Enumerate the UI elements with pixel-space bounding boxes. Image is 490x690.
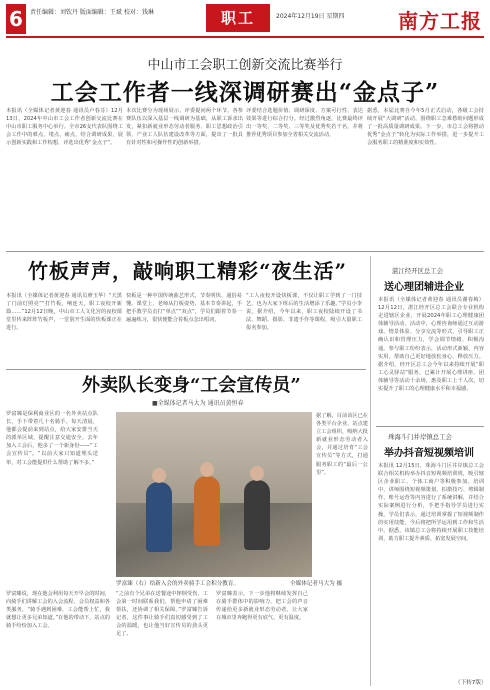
section-label: 职工 <box>206 4 270 32</box>
side2-kicker: 珠海斗门井岸镇总工会 <box>388 433 452 441</box>
story3-byline: ■全媒体记者马大为 通讯员黄恒春 <box>152 400 244 407</box>
story3-column: 罗富臻是保利商业区的一名外卖站点队长，手下带着几十名骑手。每天清晨，他都会提前来到站点，给大家安排当天的派单区域，提醒注意交通安全。去年加入工会后，他多了一个新身份——“工会宣传员”。“以前大家只知道埋头送单，对工会能提供什么帮助了解不多。” <box>6 411 98 466</box>
continued-note: （下转7版） <box>455 680 487 686</box>
photo-credit: 全媒体记者马大为 摄 <box>290 581 343 587</box>
masthead <box>0 0 490 40</box>
side2-headline: 举办抖音短视频培训 <box>384 448 474 459</box>
story3-column: “之前有个兄弟在送餐途中摔倒受伤，工会第一时间联系我们，帮他申请了困难帮扶，还协调了相关保障。”罗富臻告诉记者，这件事让骑手们真切感受到了工会的温暖，也让他当好宣传员的劲头更足了。 <box>116 591 208 638</box>
story3-headline: 外卖队长变身“工会宣传员” <box>82 375 301 396</box>
story2-column: 本报讯（全媒体记者黄迎春 通讯员廖玉华）“天黑了门前灯照亮”“打竹板，响连天，职工夜校开新篇……”12月12日晚，中山市工人文化宫的夜校课堂里传来阵阵竹板声，一堂别开生面的快板课正在进行。 <box>6 293 122 332</box>
divider <box>6 369 366 370</box>
photo-caption: 罗富臻（右）给新入会的外卖骑手工会积分教育。 <box>116 581 240 587</box>
newspaper-logo: 南方工报 <box>398 9 482 33</box>
story3-column: 据了解，目前该区已在各类平台企业、站点建立工会组织，吸纳大批新就业形态劳动者入会，并通过培育“工会宣传员”等方式，打通服务职工的“最后一公里”。 <box>316 413 368 476</box>
page-number: 6 <box>6 4 26 34</box>
side1-kicker: 湛江经开区总工会 <box>392 267 444 275</box>
side2-body: 本报讯 12月15日，珠海斗门区井岸镇总工会联合相关机构举办抖音短视频培训班，吸引辖区企业职工、个体工商户等积极参加。培训中，讲师围绕短视频策划、拍摄技巧、剪辑制作、账号运营等内容进行了系统讲解，并结合实际案例进行分析，手把手指导学员进行实操。学员们表示，通过培训掌握了短视频制作的实用技能，今后将把所学运用到工作和生活中。据悉，该镇总工会将持续开展职工技能培训，助力职工提升素质、拓宽发展空间。 <box>378 463 484 542</box>
masthead-rule <box>6 36 484 38</box>
divider <box>6 251 484 252</box>
news-photo <box>116 412 312 577</box>
story3-column: 罗富臻说，现在他会利用每天开早会的时间，向骑手们讲解工会的入会流程、会员权益和各类服务，“骑手遇到困难，工会能帮上忙，我就想让更多兄弟知道。”在他的带动下，站点的骑手纷纷加入工会。 <box>6 591 110 630</box>
story2-headline: 竹板声声，敲响职工精彩“夜生活” <box>28 259 348 283</box>
issue-date: 2024年12月19日 星期四 <box>276 13 345 20</box>
lead-column: 据悉，本届比赛自今年5月正式启动，各级工会持续开展“大调研”活动，围绕职工急难愁盼问题形成了一批高质量调研成果。下一步，市总工会将推动优秀“金点子”转化为实际工作举措，进一步提升工会服务职工的精准度和实效性。 <box>367 108 484 147</box>
side1-headline: 送心理团辅进企业 <box>384 282 464 293</box>
lead-subtitle: 中山市工会职工创新交流比赛举行 <box>147 58 343 73</box>
lead-column: 本次比赛分为现场展示、评委提问两个环节。各参赛队伍以深入基层一线调研为基础，从职工诉求出发，紧扣新就业形态劳动者服务、职工思想政治引领、产业工人队伍建设改革等方面，提出了一批具有针对性和可操作性的创新举措。 <box>126 108 243 147</box>
lead-headline: 工会工作者一线深调研赛出“金点子” <box>50 79 440 106</box>
story2-column: “工人夜校开设快板课，不仅让职工学到了一门技艺，也为大家下班后的生活增添了乐趣。”学员小李说。据介绍，今年以来，职工夜校陆续开设了书法、舞蹈、摄影、非遗手作等课程，吸引大量职工报名参加。 <box>246 293 362 332</box>
editor-line: 责任编辑：刘钦丹 版面编辑：王斌 校对：钱琳 <box>30 9 154 16</box>
side1-body: 本报讯（全媒体记者黄迎春 通讯员谢春梅）12月12日，湛江经开区总工会联合专业机构走进辖区企业，开展2024年职工心理健康团体辅导活动。活动中，心理咨询师通过互动游戏、情景体验、分享交流等形式，引导职工正确认识和管理压力，学会调节情绪、积极沟通。参与职工纷纷表示，活动形式新颖、内容实用，帮助自己更好地放松身心、释放压力。据介绍，经开区总工会今年以来持续开展“职工心灵驿站”服务，已累计开展心理讲座、团体辅导等活动十余场，惠及职工上千人次，切实提升了职工的心理健康水平和幸福感。 <box>378 297 484 393</box>
story2-column: 快板是一种中国传统曲艺形式，节奏明快、通俗易懂。课堂上，老师从打板姿势、基本节奏讲起，手把手教学员击打“单点”“双点”，学员们跟着节奏一遍遍练习，很快便能合着板点念出唱词。 <box>126 293 242 324</box>
story3-column: 罗富臻表示，下一步他将继续发挥自己在骑手群体中的影响力，把工会的声音传递给更多新就业形态劳动者，让大家在城市里奔跑得更有底气、更有温度。 <box>216 591 308 622</box>
lead-column: 本报讯（全媒体记者黄迎春 通讯员卢春芬）12月13日，2024年中山市工会工作者创新交流比赛在中山市职工服务中心举行。全市26支代表队围绕工会工作中的难点、堵点、痛点，结合调研成果，展示创新实践和工作构想，评选出优秀“金点子”。 <box>6 108 123 147</box>
divider <box>376 426 484 427</box>
column-divider <box>370 256 371 686</box>
lead-column: 评委结合选题价值、调研深度、方案可行性、表达效果等进行综合打分。经过激烈角逐，比赛最终评出一等奖、二等奖、三等奖及优秀奖若干名，并将推荐优秀项目参加全省相关交流活动。 <box>246 108 363 139</box>
